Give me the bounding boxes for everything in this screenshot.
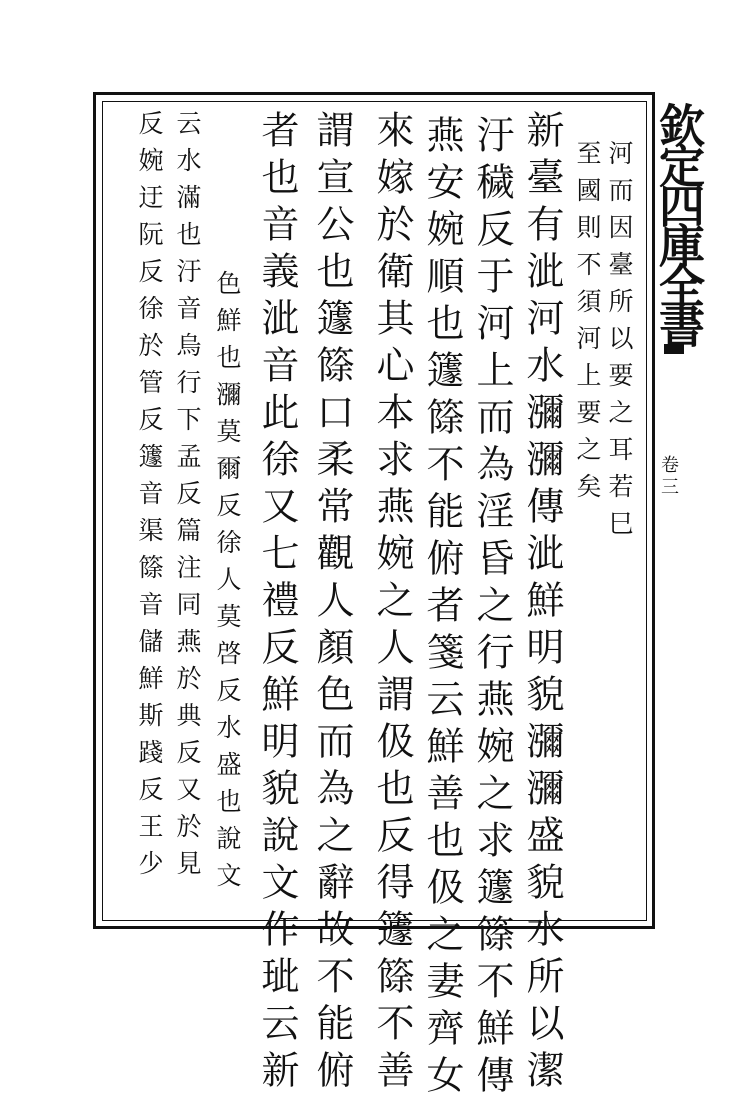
fishtail-mark xyxy=(664,344,684,354)
text-column-5: 謂宣公也籧篨口柔常觀人顏色而為之辭故不能俯 xyxy=(310,110,354,1097)
commentary-column-5: 反婉迂阮反徐於管反籧音渠篨音儲鮮斯踐反王少 xyxy=(135,110,164,887)
commentary-column-3: 色鮮也瀰莫爾反徐人莫啓反水盛也說文 xyxy=(213,270,242,899)
text-column-4: 來嫁於衛其心本求燕婉之人謂伋也反得籧篨不善 xyxy=(370,110,414,1097)
book-title: 欽定四庫全書 xyxy=(652,102,706,342)
text-column-3: 燕安婉順也籧篨不能俯者箋云鮮善也伋之妻齊女 xyxy=(420,115,464,1102)
commentary-column-4: 云水滿也汙音烏行下孟反篇注同燕於典反又於見 xyxy=(173,110,202,887)
book-title-column xyxy=(650,102,708,342)
text-column-1: 新臺有泚河水瀰瀰傳泚鮮明貌瀰瀰盛貌水所以潔 xyxy=(520,110,564,1097)
text-column-6: 者也音義泚音此徐又七禮反鮮明貌說文作玼云新 xyxy=(255,110,299,1097)
commentary-column-1: 河而因臺所以要之耳若巳 xyxy=(605,140,634,547)
commentary-column-2: 至國則不須河上要之矣 xyxy=(573,140,602,510)
volume-label: 卷三 xyxy=(658,455,679,499)
text-column-2: 汙穢反于河上而為淫昏之行燕婉之求籧篨不鮮傳 xyxy=(470,115,514,1102)
